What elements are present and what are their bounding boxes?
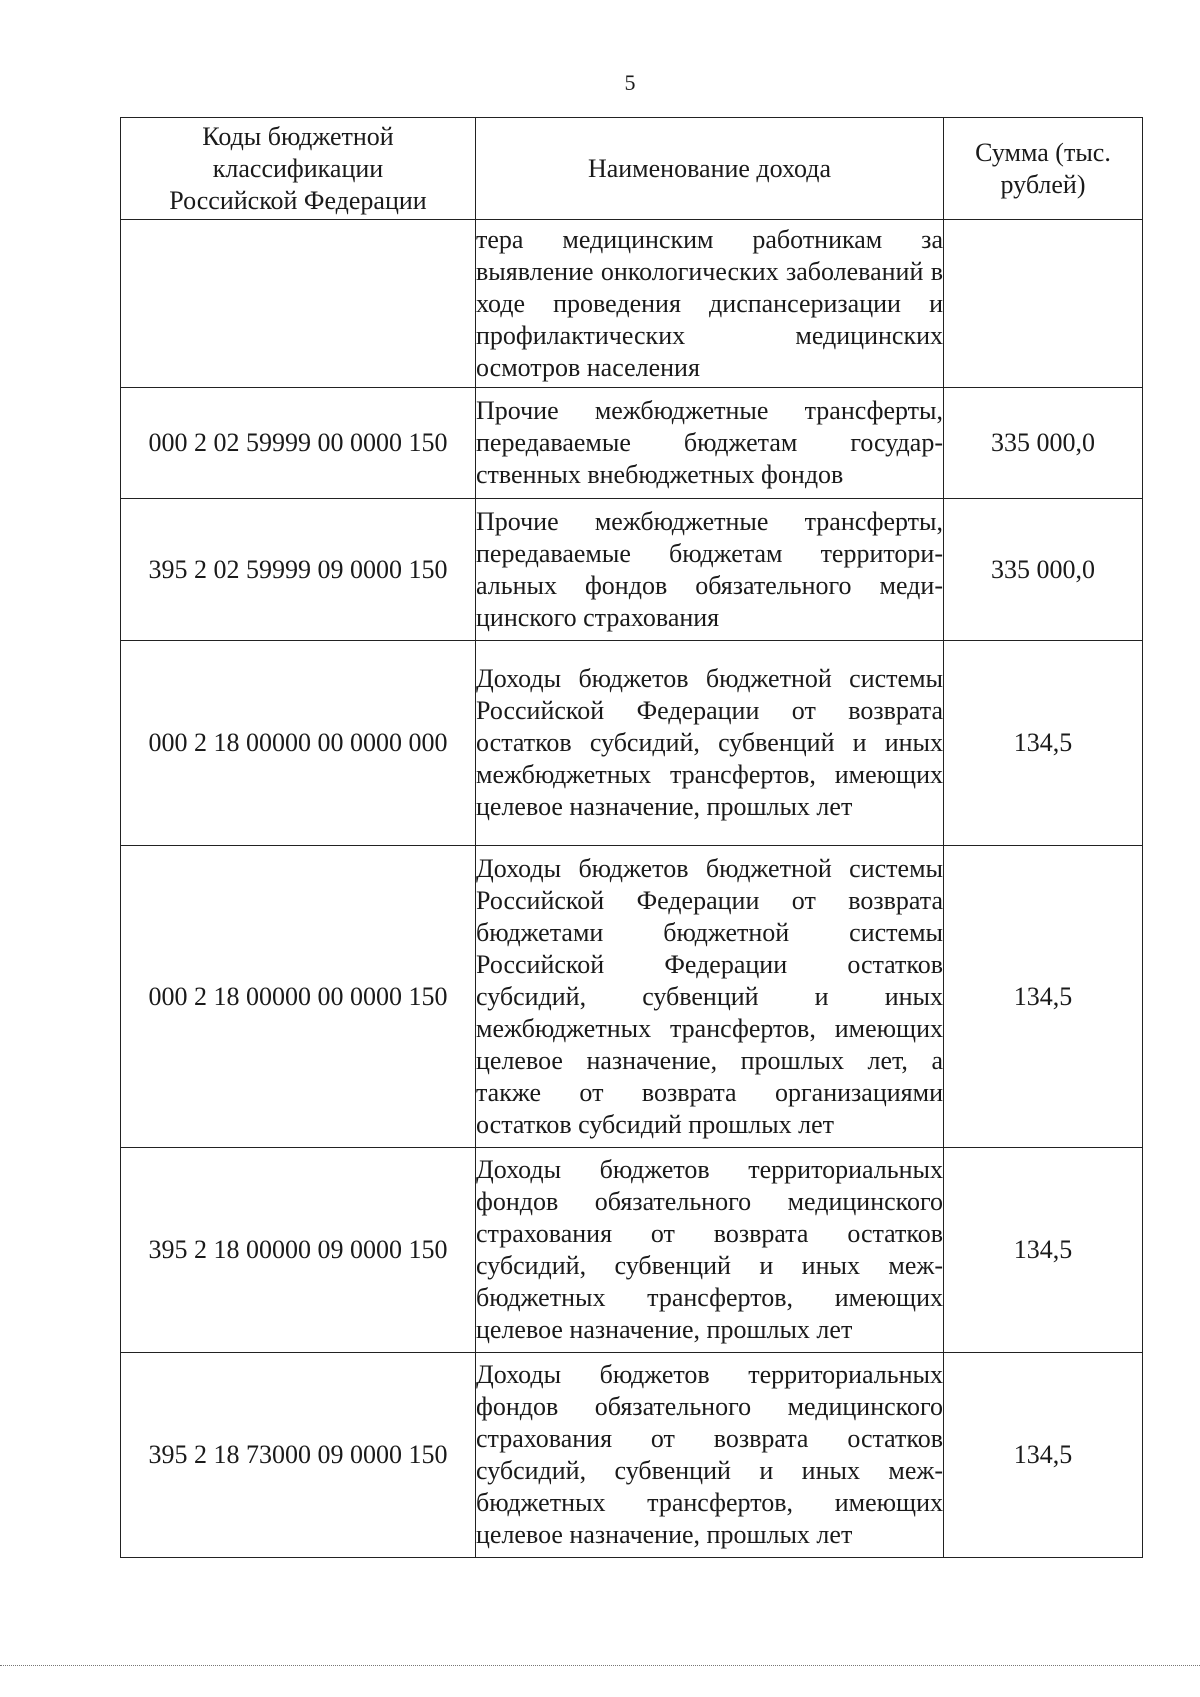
income-table xyxy=(120,117,1143,1558)
row-code: 395 2 02 59999 09 0000 150 xyxy=(121,499,476,641)
header-sum xyxy=(944,118,1143,220)
row-name: тера медицинским работникам за выявление онкологических заболеваний в ходе проведения диспансеризации и профилактических медицинских осмотров населения xyxy=(476,220,944,388)
row-name: Доходы бюджетов бюджетной системы Российской Федерации от возврата бюджетами бюджетной системы Российской Федерации остатков субсидий, субвенций и иных межбюджетных трансфертов, имеющих целевое назначение, прошлых лет, а также от возврата организациями остатков субсидий прошлых лет xyxy=(476,846,944,1148)
table-row xyxy=(121,1148,1143,1353)
row-name: Доходы бюджетов территориальных фондов обязательного медицинского страхования от возврата остатков субсидий, субвенций и иных межбюджетных трансфертов, имеющих целевое назначение, прошлых лет xyxy=(476,1148,944,1353)
table-row xyxy=(121,641,1143,846)
row-code: 000 2 18 00000 00 0000 150 xyxy=(121,846,476,1148)
row-sum: 134,5 xyxy=(944,846,1143,1148)
row-name: Доходы бюджетов бюджетной системы Российской Федерации от возврата остатков субсидий, субвенций и иных межбюджетных трансфертов, имеющих целевое назначение, прошлых лет xyxy=(476,641,944,846)
row-name: Доходы бюджетов территориальных фондов обязательного медицинского страхования от возврата остатков субсидий, субвенций и иных межбюджетных трансфертов, имеющих целевое назначение, прошлых лет xyxy=(476,1353,944,1558)
row-code: 395 2 18 73000 09 0000 150 xyxy=(121,1353,476,1558)
row-sum: 335 000,0 xyxy=(944,388,1143,499)
row-sum: 134,5 xyxy=(944,1148,1143,1353)
row-name: Прочие межбюджетные трансферты, передаваемые бюджетам территориальных фондов обязательного медицинского страхования xyxy=(476,499,944,641)
table-row xyxy=(121,1353,1143,1558)
row-code: 000 2 02 59999 00 0000 150 xyxy=(121,388,476,499)
table-row xyxy=(121,388,1143,499)
table-row xyxy=(121,846,1143,1148)
table-row xyxy=(121,220,1143,388)
header-name: Наименование дохода xyxy=(476,118,944,220)
row-sum: 335 000,0 xyxy=(944,499,1143,641)
page-number: 5 xyxy=(624,70,636,95)
row-sum xyxy=(944,220,1143,388)
row-sum: 134,5 xyxy=(944,641,1143,846)
table-row xyxy=(121,499,1143,641)
table-header-row xyxy=(121,118,1143,220)
row-code: 000 2 18 00000 00 0000 000 xyxy=(121,641,476,846)
header-sum-label: Сумма (тыс. рублей) xyxy=(975,137,1111,199)
row-sum: 134,5 xyxy=(944,1353,1143,1558)
row-name: Прочие межбюджетные трансферты, передаваемые бюджетам государственных внебюджетных фондов xyxy=(476,388,944,499)
header-code xyxy=(121,118,476,220)
page-bottom-rule xyxy=(0,1665,1200,1666)
row-code: 395 2 18 00000 09 0000 150 xyxy=(121,1148,476,1353)
row-code xyxy=(121,220,476,388)
header-code-label: Коды бюджетной классификации Российской Федерации xyxy=(169,121,427,215)
